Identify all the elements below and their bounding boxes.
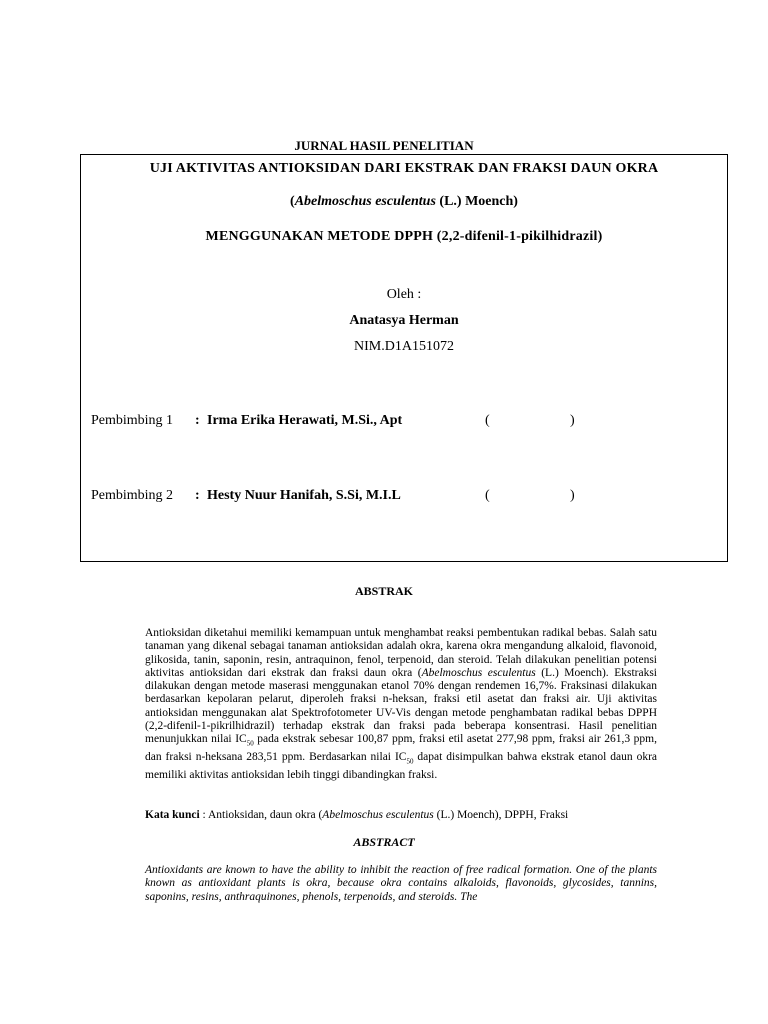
- keywords-label: Kata kunci: [145, 809, 200, 821]
- signature-paren-close: ): [570, 488, 575, 503]
- advisor-row-1: [91, 413, 402, 429]
- title-line-2: [81, 194, 727, 210]
- advisor-row-2: [91, 488, 401, 504]
- ic50-subscript: 50: [406, 757, 414, 766]
- abstract-text: [145, 864, 657, 904]
- title-authority: (L.) Moench): [435, 194, 518, 209]
- species-name: Abelmoschus esculentus: [322, 809, 434, 821]
- signature-paren-open: (: [485, 413, 490, 428]
- keywords-text: : Antioksidan, daun okra (: [199, 809, 323, 821]
- advisor-colon: :: [195, 488, 200, 503]
- title-line-1: UJI AKTIVITAS ANTIOKSIDAN DARI EKSTRAK DAN FRAKSI DAUN OKRA: [149, 161, 659, 176]
- title-paren: (: [290, 194, 295, 209]
- abstrak-text-part: pada ekstrak sebesar 100,87 ppm, fraksi etil asetat 277,98 ppm, fraksi air 261,3 ppm, dan fraksi n-heksana 283,51 ppm. Berdasarkan nilai IC: [145, 733, 657, 763]
- advisor-name: Irma Erika Herawati, M.Si., Apt: [207, 413, 403, 428]
- advisor-name: Hesty Nuur Hanifah, S.Si, M.I.L: [207, 488, 401, 503]
- species-name: Abelmoschus esculentus: [294, 194, 436, 209]
- abstrak-text-part: dapat disimpulkan bahwa ekstrak etanol daun okra memiliki aktivitas antioksidan lebih tinggi dibandingkan fraksi.: [145, 750, 658, 781]
- advisor-label: Pembimbing 2: [91, 488, 174, 503]
- keywords-line: [145, 809, 657, 821]
- ic50-subscript: 50: [246, 739, 254, 748]
- by-label: Oleh :: [386, 287, 422, 302]
- signature-paren-open: (: [485, 488, 490, 503]
- advisor-colon: :: [195, 413, 200, 428]
- keywords-text: (L.) Moench), DPPH, Fraksi: [433, 809, 569, 821]
- abstrak-text-part: (L.) Moench). Ekstraksi dilakukan dengan metode maserasi menggunakan etanol 70% dengan rendemen 16,7%. Fraksinasi dilakukan berdasarkan kepolaran pelarut, diperoleh fraksi n-heksan, fraksi etil asetat dan fraksi air. Uji aktivitas antioksidan menggunakan alat Spektrofotometer UV-Vis dengan metode penghambatan radikal bebas DPPH (2,2-difenil-1-pikrilhidrazil) terhadap ekstrak dan fraksi pada beberapa konsentrasi. Hasil penelitian menunjukkan nilai IC: [145, 666, 657, 746]
- journal-label: JURNAL HASIL PENELITIAN: [294, 138, 474, 153]
- abstrak-heading: ABSTRAK: [354, 584, 413, 598]
- abstrak-text-part: Antioksidan diketahui memiliki kemampuan untuk menghambat reaksi pembentukan radikal bebas. Salah satu tanaman yang dikenal sebagai tanaman antioksidan adalah okra, karena okra mengandung alkaloid, flavonoid, glikosida, tanin, saponin, resin, antraquinon, fenol, terpenoid, dan steroid. Telah dilakukan penelitian potensi aktivitas antioksidan dari ekstrak dan fraksi daun okra (: [145, 627, 657, 679]
- title-line-3: MENGGUNAKAN METODE DPPH (2,2-difenil-1-pikilhidrazil): [205, 229, 603, 244]
- author-name: Anatasya Herman: [349, 313, 459, 328]
- abstract-heading: ABSTRACT: [353, 835, 415, 849]
- abstrak-text: [145, 627, 657, 782]
- student-id: NIM.D1A151072: [354, 339, 454, 354]
- species-name: Abelmoschus esculentus: [421, 666, 536, 679]
- signature-paren-close: ): [570, 413, 575, 428]
- abstract-paragraph: Antioxidants are known to have the ability to inhibit the reaction of free radical formation. One of the plants known as antioxidant plants is okra, because okra contains alkaloids, flavonoids, glycosides, tannins, saponins, resins, anthraquinones, phenols, terpenoids, and steroids. The: [145, 864, 657, 903]
- advisor-label: Pembimbing 1: [91, 413, 174, 428]
- title-box: [80, 154, 728, 562]
